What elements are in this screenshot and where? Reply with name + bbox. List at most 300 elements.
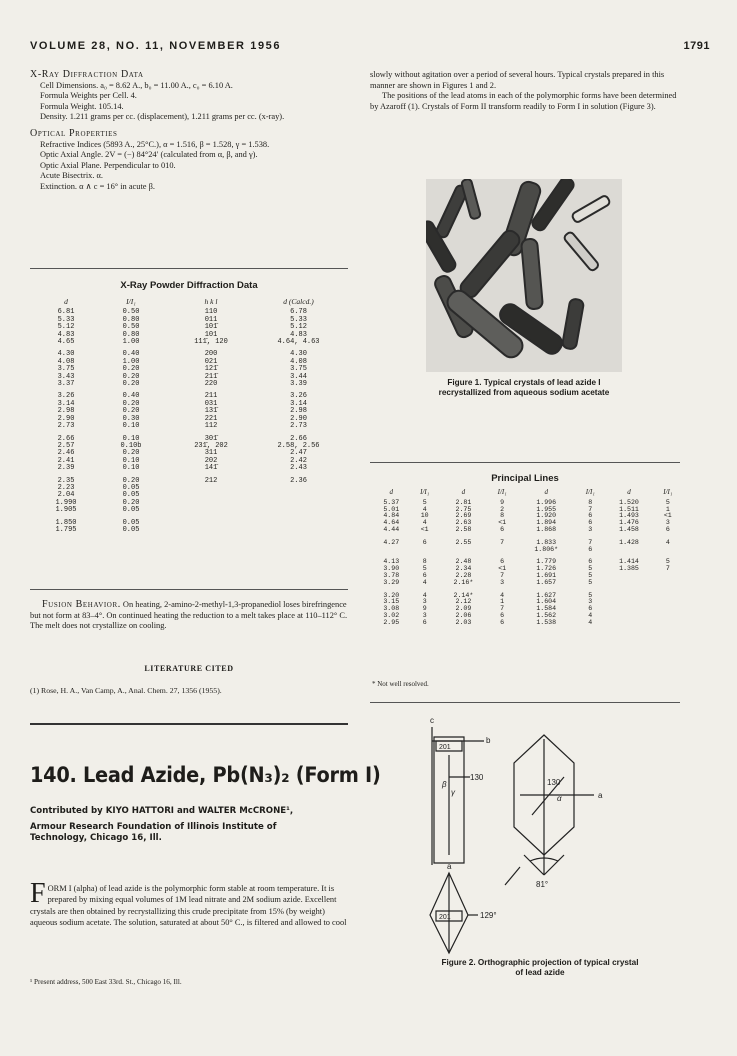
principal-cell: 1.458 [619,525,639,533]
powder-cell: 0.50 [122,323,140,332]
powder-row [36,485,341,492]
principal-cell: 2.06 [455,611,472,619]
powder-cell: 0.50 [122,308,140,317]
density: Density. 1.211 grams per cc. (displacement), 1.211 grams per cc. (x-ray). [40,112,285,122]
principal-cell: 2.58 [455,525,472,533]
powder-cell: 6.81 [57,308,75,317]
principal-cell: 4.64 [383,519,400,527]
powder-cell: 1.990 [55,498,77,507]
principal-cell: 1.385 [619,565,639,573]
principal-cell [413,547,437,557]
axis-b-label: b [486,736,491,745]
principal-cell: 6 [588,519,593,527]
principal-cell: 5 [665,558,670,566]
powder-cell [166,492,256,499]
principal-cell: 2.69 [455,512,472,520]
principal-cell: 7 [500,538,505,546]
principal-cell: 9 [500,498,505,506]
principal-cell [656,580,680,590]
face-201-label: 201 [439,744,451,751]
powder-cell [166,485,256,492]
principal-cell: 3.08 [383,605,400,613]
powder-row [36,339,341,349]
powder-cell: 301̄ [204,434,218,443]
lower-face-label: 201 [439,914,451,921]
powder-cell: 121̄ [204,365,218,374]
powder-cell: 2.47 [290,449,307,458]
formula-weight: Formula Weight. 105.14. [40,101,124,111]
extinction: Extinction. α ∧ c = 16° in acute β. [40,181,155,191]
powder-cell: 2.04 [57,491,75,500]
powder-cell [166,517,256,527]
principal-cell: 4 [422,578,427,586]
powder-cell: 4.30 [57,350,75,359]
powder-cell: 2.73 [57,422,75,431]
principal-cell: 2 [500,505,505,513]
powder-cell: 231̄, 202 [194,441,228,450]
principal-cell: 3 [665,519,670,527]
principal-cell: 4 [422,591,427,599]
principal-cell: 1.779 [536,558,557,566]
principal-cell: 1.868 [536,525,557,533]
powder-cell [166,527,256,534]
principal-cell: 5 [665,498,670,506]
principal-cell: 1.806* [534,545,559,553]
principal-row [370,566,680,573]
powder-cell: 0.05 [122,518,140,527]
powder-cell: 111̄, 120 [194,338,228,347]
principal-cell: 2.28 [455,571,472,579]
principal-cell [602,599,655,606]
powder-row [36,475,341,485]
principal-cell: 7 [500,571,505,579]
principal-cell: 3.20 [383,591,400,599]
powder-cell: 101 [204,330,218,339]
principal-cell [602,620,655,627]
powder-cell: 2.43 [290,464,307,473]
pl-col-d1: d [389,488,394,496]
principal-cell: 1.691 [536,571,557,579]
principal-cell: 2.09 [455,605,472,613]
principal-cell: 6 [422,618,427,626]
footnote: ¹ Present address, 500 East 33rd. St., Chicago 16, Ill. [30,978,182,986]
principal-row [370,613,680,620]
figure-2-caption: Figure 2. Orthographic projection of typical crystal of lead azide [441,958,639,977]
principal-cell: 6 [500,618,505,626]
principal-cell: 7 [588,505,593,513]
principal-cell [602,590,655,600]
principal-cell: 3 [422,611,427,619]
powder-cell: 2.98 [57,407,75,416]
powder-cell: 311 [204,449,218,458]
powder-cell: 2.66 [290,434,307,443]
right-130-label: 130 [547,778,561,787]
powder-cell: 1.795 [55,525,77,534]
table-top-rule [30,268,348,269]
principal-cell: 1.428 [619,538,639,546]
principal-row [370,537,680,547]
powder-cell: 0.80 [122,330,140,339]
powder-cell: 0.10b [120,441,142,450]
powder-cell: 4.30 [290,350,307,359]
principal-cell: 4 [500,591,505,599]
section-divider [30,723,348,725]
principal-cell: 8 [422,558,427,566]
powder-cell: 0.05 [122,483,140,492]
principal-cell: 1.604 [536,598,557,606]
xray-heading: X-Ray Diffraction Data [30,69,144,80]
principal-cell: 9 [422,605,427,613]
principal-cell: 1.562 [536,611,557,619]
col-d-calcd: d (Calcd.) [283,297,314,306]
powder-cell: 0.20 [122,399,140,408]
principal-cell: 2.63 [455,519,472,527]
principal-cell: 6 [588,512,593,520]
powder-cell: 2.90 [290,414,307,423]
journal-issue: VOLUME 28, NO. 11, NOVEMBER 1956 [30,40,282,52]
principal-cell: 1.476 [619,519,639,527]
principal-cell: 2.75 [455,505,472,513]
principal-cell: 4 [422,505,427,513]
powder-cell: 6.78 [290,308,307,317]
figure-1-caption: Figure 1. Typical crystals of lead azide I recrystallized from aqueous sodium acetate [438,378,610,397]
principal-cell: 3 [422,598,427,606]
powder-row [36,507,341,517]
crystal-data-section [30,70,348,193]
principal-cell: 3 [500,578,505,586]
principal-cell [656,620,680,627]
powder-cell: 2.98 [290,407,307,416]
orthographic-projection-figure [412,715,642,955]
powder-cell: 1.850 [55,518,77,527]
principal-cell: 4.27 [383,538,400,546]
principal-cell: 5.01 [383,505,400,513]
principal-cell: 1.894 [536,519,557,527]
principal-cell: 2.14* [453,591,474,599]
powder-cell: 4.08 [290,357,307,366]
principal-cell: 5.37 [383,498,400,506]
powder-row [36,465,341,475]
powder-cell [256,500,341,507]
powder-row [36,423,341,433]
principal-cell [602,613,655,620]
angle-129-label: 129° [480,911,497,920]
powder-cell: 0.20 [122,372,140,381]
col-intensity: I/I₁ [126,297,136,306]
powder-cell: 0.20 [122,380,140,389]
principal-cell: 8 [500,512,505,520]
principal-cell: 1.627 [536,591,557,599]
principal-cell: 8 [588,498,593,506]
powder-cell: 0.10 [122,422,140,431]
page-number: 1791 [683,40,710,52]
principal-cell: 5 [588,578,593,586]
principal-cell: 5 [588,565,593,573]
extension-line [505,867,520,885]
powder-cell: 212 [204,476,218,485]
principal-row [370,590,680,600]
powder-cell [256,485,341,492]
principal-cell: <1 [663,512,672,520]
principal-cell: 7 [665,565,670,573]
principal-bottom-rule [370,702,680,703]
powder-cell: 3.75 [290,365,307,374]
powder-cell: 031 [204,399,218,408]
principal-cell: 3.29 [383,578,400,586]
principal-cell: 2.81 [455,498,472,506]
powder-cell: 4.65 [57,338,75,347]
powder-cell: 0.20 [122,476,140,485]
right-para-1: slowly without agitation over a period of several hours. Typical crystals prepared in this manner are shown in Figures 1 and 2. [370,70,665,90]
optic-axial-angle: Optic Axial Angle. 2V = (−) 84°24′ (calculated from α, β, and γ). [40,150,258,160]
not-resolved-note: * Not well resolved. [372,680,429,688]
powder-row [36,381,341,391]
intro-text: ORM I (alpha) of lead azide is the polymorphic form stable at room temperature. It is prepared by mixing equal volumes of 1M lead nitrate and 2M sodium azide. Excellent crystals are then obtained by recrystallizing this crude precipitate from 15% (by weight) aqueous sodium acetate. The solution, saturated at about 50° C., is filtered and allowed to cool [30,884,347,927]
principal-cell [602,547,655,557]
powder-cell [256,507,341,517]
powder-cell: 3.26 [57,392,75,401]
table-bottom-rule [30,589,348,590]
powder-cell: 0.40 [122,392,140,401]
powder-cell: 211̄ [204,372,218,381]
axis-c-left: c [430,716,434,725]
powder-cell: 3.43 [57,372,75,381]
powder-cell: 011 [204,315,218,324]
powder-cell: 211 [204,392,218,401]
left-130-label: 130 [470,773,484,782]
principal-cell: 1.520 [619,498,639,506]
powder-row [36,500,341,507]
powder-cell [166,500,256,507]
principal-cell: 6 [588,605,593,613]
powder-table-title: X-Ray Powder Diffraction Data [120,280,258,291]
powder-cell: 200 [204,350,218,359]
col-d: d [64,297,68,306]
powder-cell: 0.05 [122,525,140,534]
powder-cell: 5.12 [290,323,307,332]
intro-paragraph [30,878,348,928]
principal-cell: 3.02 [383,611,400,619]
crystal-photograph [426,179,622,372]
principal-lines-table [370,489,680,627]
principal-cell: 1.584 [536,605,557,613]
powder-cell: 2.46 [57,449,75,458]
crystals-image [426,179,622,372]
principal-cell [656,613,680,620]
gamma-label: γ [451,788,455,797]
powder-cell: 3.37 [57,380,75,389]
principal-cell: 2.03 [455,618,472,626]
principal-cell: 4.44 [383,525,400,533]
pl-col-d2: d [461,488,466,496]
powder-cell: 4.08 [57,357,75,366]
principal-cell: 7 [500,605,505,613]
pl-col-i1: I/I₁ [420,488,430,496]
drop-cap: F [30,878,46,909]
powder-cell: 1.905 [55,506,77,515]
principal-lines-title: Principal Lines [491,473,559,484]
col-hkl: h k l [204,297,218,306]
formula-weights: Formula Weights per Cell. 4. [40,91,137,101]
powder-cell: 3.14 [57,399,75,408]
powder-cell: 3.14 [290,399,307,408]
principal-cell [602,606,655,613]
acute-bisectrix: Acute Bisectrix. α. [40,171,103,181]
fusion-behavior [30,600,348,632]
powder-cell: 2.73 [290,422,307,431]
powder-cell: 101̄ [204,323,218,332]
powder-cell: 5.12 [57,323,75,332]
powder-cell: 131̄ [204,407,218,416]
powder-cell [256,527,341,534]
powder-cell: 0.30 [122,414,140,423]
principal-cell: 3 [588,525,593,533]
pl-col-d3: d [544,488,548,496]
principal-cell: 1.493 [619,512,639,520]
powder-cell: 0.40 [122,350,140,359]
powder-cell: 2.58, 2.56 [277,441,320,450]
powder-cell: 220 [204,380,218,389]
powder-cell: 2.66 [57,434,75,443]
powder-cell: 0.10 [122,434,140,443]
principal-cell: 4.84 [383,512,400,520]
refractive-indices: Refractive Indices (5893 A., 25°C.), α = 1.516, β = 1.528, γ = 1.538. [40,139,270,149]
principal-cell: 5 [588,571,593,579]
optical-heading: Optical Properties [30,127,118,139]
principal-cell: 4 [588,618,593,626]
principal-cell: 4 [422,519,427,527]
powder-cell: 4.83 [57,330,75,339]
principal-row [370,527,680,537]
powder-cell: 2.35 [57,476,75,485]
powder-cell: 112 [204,422,218,431]
principal-cell: 5 [422,565,427,573]
principal-cell: 4 [588,611,593,619]
powder-cell: 221 [204,414,218,423]
principal-cell: 5 [588,591,593,599]
principal-cell: 1.657 [536,578,557,586]
principal-cell [656,573,680,580]
principal-cell: 3 [588,598,593,606]
principal-cell: 6 [500,611,505,619]
powder-cell: 2.41 [57,456,75,465]
running-header [30,40,710,56]
principal-cell: 6 [588,545,593,553]
principal-cell: 3.15 [383,598,400,606]
powder-row [36,517,341,527]
powder-cell: 2.42 [290,456,307,465]
principal-cell [490,547,514,557]
literature-heading: LITERATURE CITED [144,664,234,673]
powder-cell: 4.64, 4.63 [277,338,320,347]
powder-cell: 5.33 [57,315,75,324]
optic-axial-plane: Optic Axial Plane. Perpendicular to 010. [40,160,176,170]
axis-a-lower-label: a [447,862,452,871]
principal-cell: 6 [500,525,505,533]
powder-cell: 0.05 [122,506,140,515]
pl-col-i4: I/I₁ [663,488,673,496]
principal-cell: 4 [665,538,670,546]
powder-cell: 0.10 [122,456,140,465]
powder-cell: 3.26 [290,392,307,401]
powder-cell [256,492,341,499]
fusion-label: Fusion Behavior. [42,599,121,610]
principal-cell: <1 [498,519,507,527]
principal-cell: 6 [500,558,505,566]
powder-cell: 0.05 [122,491,140,500]
principal-row [370,606,680,613]
principal-cell: 2.48 [455,558,472,566]
article-title: 140. Lead Azide, Pb(N₃)₂ (Form I) [30,763,381,787]
principal-cell: 1.511 [619,505,639,513]
powder-cell: 0.20 [122,365,140,374]
principal-cell: 3.90 [383,565,400,573]
powder-diffraction-table [36,298,341,534]
alpha-label: α [557,794,562,803]
principal-cell: 6 [588,558,593,566]
principal-cell: 2.95 [383,618,400,626]
principal-cell [656,590,680,600]
principal-cell: 4.13 [383,558,400,566]
principal-cell: 1.996 [536,498,557,506]
powder-cell: 202 [204,456,218,465]
principal-cell: 7 [588,538,593,546]
principal-cell [602,573,655,580]
powder-cell: 5.33 [290,315,307,324]
principal-row [370,573,680,580]
principal-cell: 1.726 [536,565,557,573]
principal-cell: 1.920 [536,512,557,520]
principal-cell [656,606,680,613]
continued-text [370,70,680,112]
principal-cell: <1 [420,525,429,533]
powder-cell: 2.23 [57,483,75,492]
powder-cell: 1.00 [122,357,140,366]
affiliation: Armour Research Foundation of Illinois Institute of Technology, Chicago 16, Ill. [30,822,277,843]
principal-cell [437,547,490,557]
angle-81-label: 81° [536,880,549,889]
powder-row [36,492,341,499]
principal-row [370,580,680,590]
principal-row [370,547,680,557]
principal-cell: 5 [422,498,427,506]
principal-cell: 3.78 [383,571,400,579]
powder-cell: 4.83 [290,330,307,339]
powder-cell: 2.36 [290,476,307,485]
principal-cell: <1 [498,565,507,573]
beta-label: β [442,780,447,789]
cell-dimensions: Cell Dimensions. a₀ = 8.62 A., b₀ = 11.00 A., c₀ = 6.10 A. [40,80,233,90]
principal-cell [602,580,655,590]
principal-cell: 6 [422,538,427,546]
powder-cell: 110 [204,308,218,317]
powder-cell: 3.44 [290,372,307,381]
powder-cell: 2.57 [57,441,75,450]
principal-cell [656,599,680,606]
principal-cell: 6 [665,525,670,533]
principal-row [370,620,680,627]
fusion-text: On heating, 2-amino-2-methyl-1,3-propanediol loses birefringence but not form at 83–4°. On continued heating the reduction to a melt takes place at 110–112° C. The melt does not crystallize on cooling. [30,600,348,631]
principal-cell: 2.34 [455,565,472,573]
principal-top-rule [370,462,680,463]
principal-cell: 1.538 [536,618,557,626]
powder-cell: 2.90 [57,414,75,423]
principal-cell [656,547,680,557]
principal-cell: 2.16* [453,578,474,586]
principal-cell: 1 [665,505,670,513]
powder-cell: 3.75 [57,365,75,374]
powder-cell: 0.10 [122,464,140,473]
